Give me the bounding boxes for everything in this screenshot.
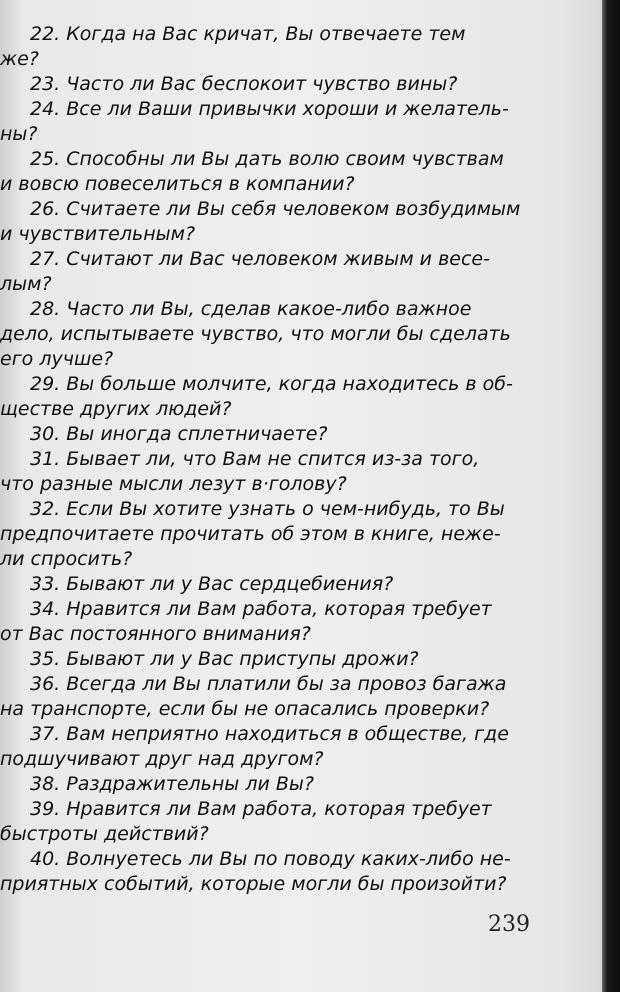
question-continuation-line: ли спросить?	[0, 548, 133, 570]
question-first-line: 25. Способны ли Вы дать волю своим чувствам	[30, 148, 504, 170]
question-continuation-line: лым?	[0, 273, 52, 295]
question-item	[0, 372, 540, 422]
question-first-line: 32. Если Вы хотите узнать о чем-нибудь, то Вы	[30, 498, 505, 520]
question-item	[0, 97, 540, 147]
question-item	[0, 722, 540, 772]
question-item	[0, 497, 540, 572]
question-continuation-line: подшучивают друг над другом?	[0, 748, 324, 770]
question-first-line: 34. Нравится ли Вам работа, которая требует	[30, 598, 492, 620]
question-item	[0, 422, 540, 447]
page-number: 239	[488, 912, 530, 937]
question-first-line: 30. Вы иногда сплетничаете?	[30, 423, 328, 445]
question-first-line: 31. Бывает ли, что Вам не спится из-за того,	[30, 448, 480, 470]
question-first-line: 38. Раздражительны ли Вы?	[30, 773, 314, 795]
question-first-line: 24. Все ли Ваши привычки хороши и желатель-	[30, 98, 509, 120]
question-item	[0, 772, 540, 797]
question-item	[0, 147, 540, 197]
question-item	[0, 247, 540, 297]
question-continuation-line: и чувствительным?	[0, 223, 196, 245]
question-first-line: 27. Считают ли Вас человеком живым и весе-	[30, 248, 490, 270]
question-item	[0, 597, 540, 647]
question-continuation-line: на транспорте, если бы не опасались проверки?	[0, 698, 490, 720]
question-continuation-line: же?	[0, 48, 39, 70]
question-item	[0, 572, 540, 597]
question-continuation-line: дело, испытываете чувство, что могли бы сделать	[0, 323, 511, 345]
question-item	[0, 297, 540, 372]
question-first-line: 35. Бывают ли у Вас приступы дрожи?	[30, 648, 419, 670]
question-continuation-line: и вовсю повеселиться в компании?	[0, 173, 355, 195]
question-first-line: 23. Часто ли Вас беспокоит чувство вины?	[30, 73, 458, 95]
question-first-line: 22. Когда на Вас кричат, Вы отвечаете тем	[30, 23, 466, 45]
question-continuation-line: предпочитаете прочитать об этом в книге, неже-	[0, 523, 501, 545]
question-continuation-line: ществе других людей?	[0, 398, 232, 420]
question-first-line: 37. Вам неприятно находиться в обществе, где	[30, 723, 509, 745]
question-continuation-line: что разные мысли лезут в·голову?	[0, 473, 347, 495]
question-continuation-line: приятных событий, которые могли бы произойти?	[0, 873, 507, 895]
question-item	[0, 72, 540, 97]
question-first-line: 39. Нравится ли Вам работа, которая требует	[30, 798, 492, 820]
question-item	[0, 447, 540, 497]
question-continuation-line: его лучше?	[0, 348, 114, 370]
question-continuation-line: ны?	[0, 123, 38, 145]
question-first-line: 26. Считаете ли Вы себя человеком возбудимым	[30, 198, 521, 220]
question-first-line: 36. Всегда ли Вы платили бы за провоз багажа	[30, 673, 507, 695]
book-binding-shadow	[602, 0, 620, 992]
question-item	[0, 197, 540, 247]
question-item	[0, 647, 540, 672]
question-item	[0, 22, 540, 72]
question-first-line: 28. Часто ли Вы, сделав какое-либо важное	[30, 298, 472, 320]
question-first-line: 40. Волнуетесь ли Вы по поводу каких-либо не-	[30, 848, 511, 870]
question-first-line: 29. Вы больше молчите, когда находитесь в об-	[30, 373, 513, 395]
question-item	[0, 847, 540, 897]
questionnaire-text	[0, 22, 540, 897]
question-item	[0, 797, 540, 847]
question-continuation-line: от Вас постоянного внимания?	[0, 623, 311, 645]
question-continuation-line: быстроты действий?	[0, 823, 209, 845]
question-first-line: 33. Бывают ли у Вас сердцебиения?	[30, 573, 394, 595]
question-item	[0, 672, 540, 722]
